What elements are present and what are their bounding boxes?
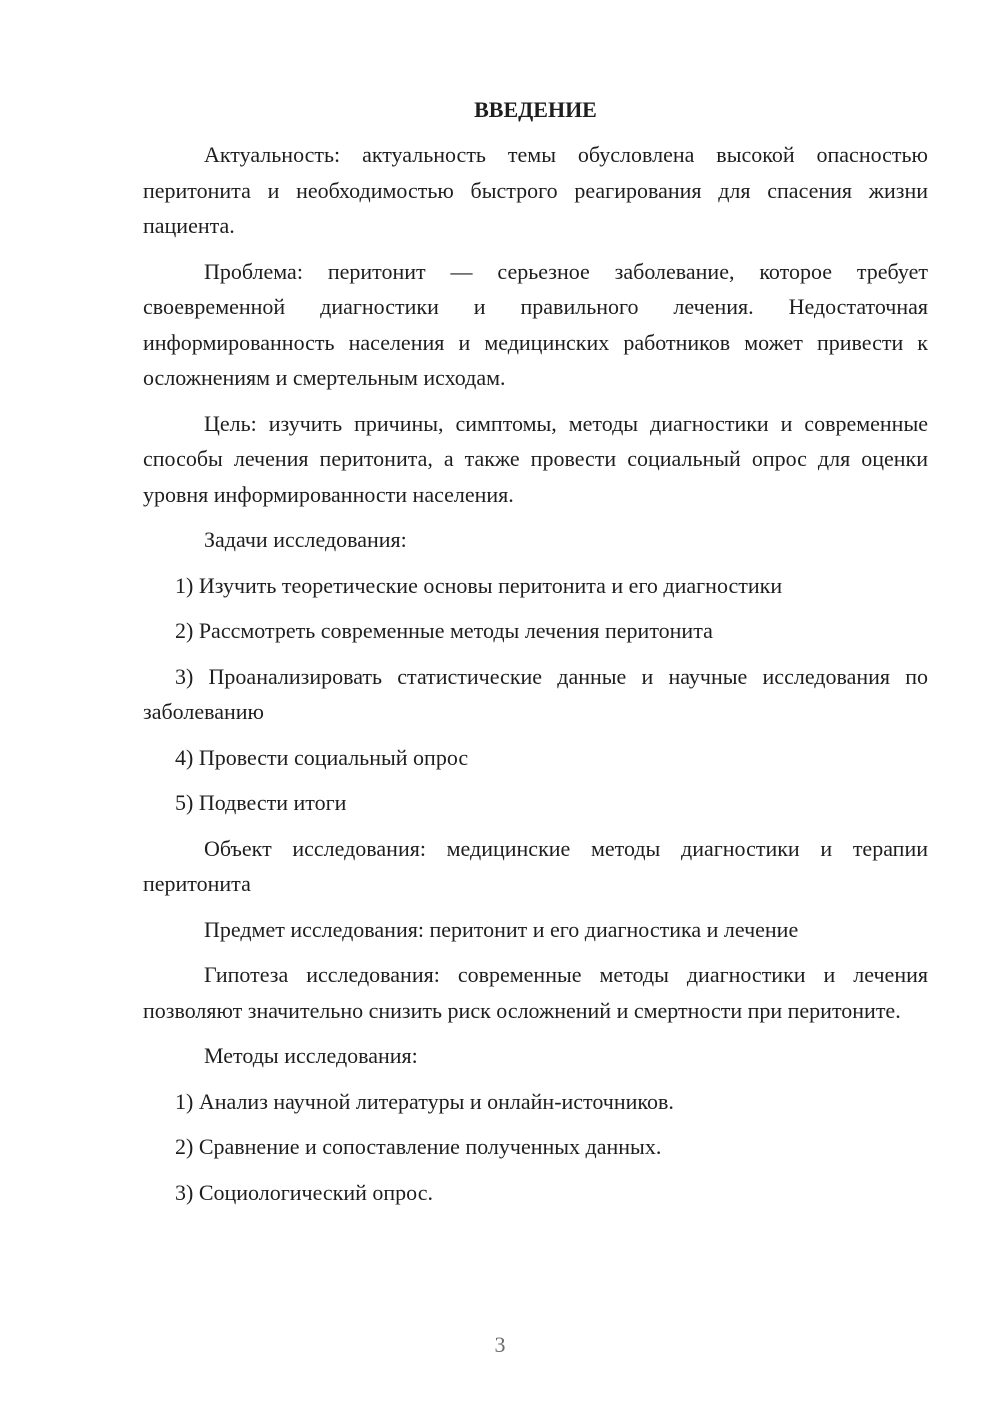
goal-paragraph: Цель: изучить причины, симптомы, методы диагностики и современные способы лечения перитонита, а также провести социальный опрос для оценки уровня информированности населения. xyxy=(143,410,928,507)
task-item-3: 3) Проанализировать статистические данные и научные исследования по заболеванию xyxy=(143,663,928,724)
relevance-paragraph: Актуальность: актуальность темы обусловлена высокой опасностью перитонита и необходимостью быстрого реагирования для спасения жизни пациента. xyxy=(143,142,928,238)
page-content xyxy=(143,92,928,1220)
tasks-heading: Задачи исследования: xyxy=(204,527,407,552)
page-number: 3 xyxy=(494,1332,506,1357)
methods-heading: Методы исследования: xyxy=(204,1043,418,1068)
section-title: ВВЕДЕНИЕ xyxy=(474,97,597,122)
task-item-1: 1) Изучить теоретические основы перитонита и его диагностики xyxy=(175,572,783,598)
object-paragraph: Объект исследования: медицинские методы диагностики и терапии перитонита xyxy=(143,835,928,896)
problem-paragraph: Проблема: перитонит — серьезное заболевание, которое требует своевременной диагностики и правильного лечения. Недостаточная информированность населения и медицинских работников может привести к осложнениям и смертельным исходам. xyxy=(143,258,928,390)
method-item-1: 1) Анализ научной литературы и онлайн-источников. xyxy=(175,1088,674,1114)
method-item-3: 3) Социологический опрос. xyxy=(175,1179,433,1205)
task-item-4: 4) Провести социальный опрос xyxy=(175,744,469,770)
task-item-2: 2) Рассмотреть современные методы лечения перитонита xyxy=(175,618,713,643)
subject-paragraph: Предмет исследования: перитонит и его диагностика и лечение xyxy=(204,916,799,942)
hypothesis-paragraph: Гипотеза исследования: современные методы диагностики и лечения позволяют значительно снизить риск осложнений и смертности при перитоните. xyxy=(143,962,928,1023)
method-item-2: 2) Сравнение и сопоставление полученных данных. xyxy=(175,1134,662,1159)
task-item-5: 5) Подвести итоги xyxy=(175,790,347,815)
